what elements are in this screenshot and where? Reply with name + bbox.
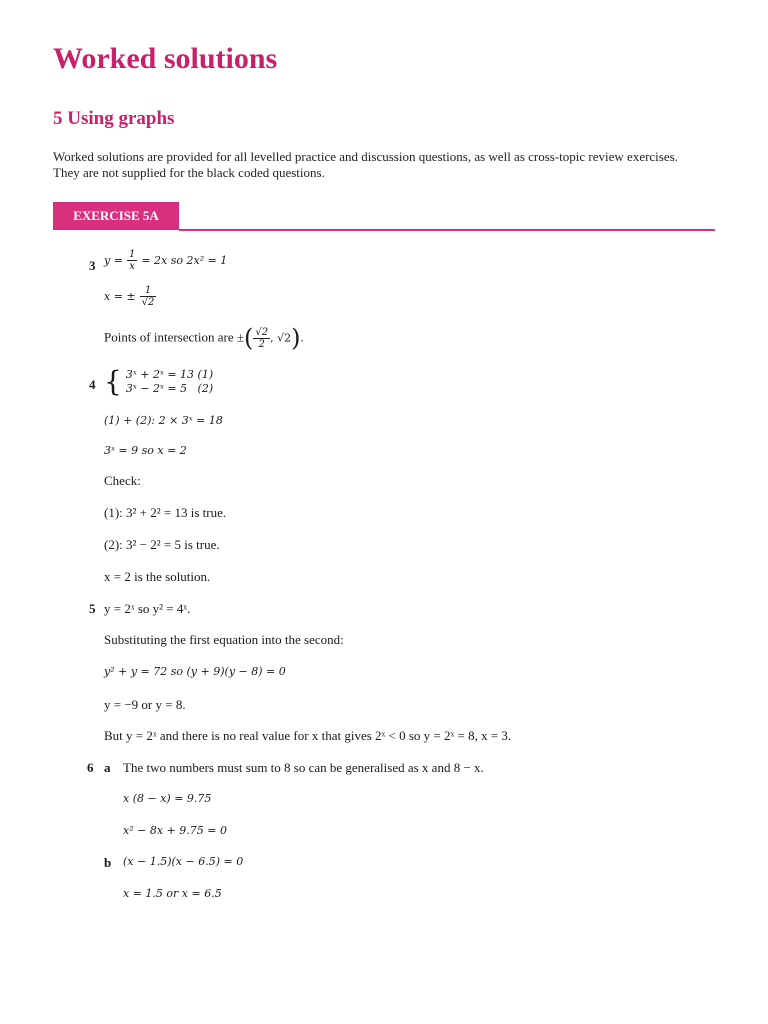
q6-part-b-label: b (104, 855, 112, 870)
q3-equation-1 (104, 249, 227, 272)
q6-part-a-text: The two numbers must sum to 8 so can be generalised as x and 8 − x. (123, 760, 484, 775)
section-heading: 5 Using graphs (53, 108, 175, 129)
q5-line-2: Substituting the first equation into the second: (104, 632, 344, 647)
q3-eq1-lhs: y = (104, 254, 123, 268)
q4-system-eq-2: 3ˣ − 2ˣ = 5 (2) (125, 382, 214, 395)
q3-point-fraction (253, 327, 270, 350)
question-number-3: 3 (89, 258, 96, 273)
q4-system-lines (126, 368, 213, 396)
q4-line-1: (1) + (2): 2 × 3ˣ = 18 (104, 414, 223, 427)
exercise-banner (53, 202, 179, 230)
q6-part-b-line-1: (x − 1.5)(x − 6.5) = 0 (123, 855, 244, 868)
question-number-6: 6 (87, 760, 94, 775)
q5-line-5: But y = 2ˣ and there is no real value for x that gives 2ˣ < 0 so y = 2ˣ = 8, x = 3. (104, 728, 512, 743)
exercise-label: EXERCISE 5A (73, 208, 159, 223)
page-title: Worked solutions (53, 42, 278, 75)
q3-eq1-fraction (127, 249, 137, 272)
intro-paragraph (53, 149, 678, 181)
q3-eq1-rhs: = 2x so 2x² = 1 (141, 254, 228, 268)
q5-line-3: y² + y = 72 so (y + 9)(y − 8) = 0 (104, 665, 286, 678)
q4-solution: x = 2 is the solution. (104, 569, 211, 584)
q3-pt-frac-den: 2 (258, 338, 265, 350)
q4-brace: { (104, 365, 122, 398)
q6-part-a-label: a (104, 760, 111, 775)
q5-line-1: y = 2ˣ so y² = 4ˣ. (104, 601, 191, 616)
intro-line-1: Worked solutions are provided for all levelled practice and discussion questions, as well as cross-topic review exercises. (53, 149, 678, 164)
q3-eq2-fraction (140, 285, 157, 308)
q3-point-second: , √2 (270, 331, 292, 345)
q6-part-a-line-1: x (8 − x) = 9.75 (123, 792, 212, 805)
q4-check-2: (2): 3² − 2² = 5 is true. (104, 537, 220, 552)
question-number-5: 5 (89, 601, 96, 616)
q3-pt-frac-num: √2 (255, 326, 269, 338)
q4-check-label: Check: (104, 473, 141, 488)
q3-open-paren: ( (244, 324, 254, 352)
q6-part-a-line-2: x² − 8x + 9.75 = 0 (123, 824, 227, 837)
q4-system-eq-1: 3ˣ + 2ˣ = 13 (1) (125, 368, 214, 381)
q3-eq2-frac-num: 1 (140, 285, 157, 297)
q4-line-2: 3ˣ = 9 so x = 2 (104, 444, 187, 457)
q3-eq2-frac-den: √2 (141, 297, 155, 308)
q4-system (104, 365, 214, 398)
intro-line-2: They are not supplied for the black coded questions. (53, 165, 325, 180)
q3-equation-2 (104, 285, 156, 308)
question-number-4: 4 (89, 377, 96, 392)
q5-line-4: y = −9 or y = 8. (104, 697, 186, 712)
q3-eq1-frac-den: x (129, 261, 135, 272)
q3-eq1-frac-num: 1 (128, 249, 136, 260)
q6-part-b-line-2: x = 1.5 or x = 6.5 (123, 887, 222, 900)
q3-intersection-text: Points of intersection are ± (104, 329, 244, 345)
q4-check-1: (1): 3² + 2² = 13 is true. (104, 505, 227, 520)
q3-close-paren: ) (291, 324, 301, 352)
q3-eq2-lhs: x = ± (104, 290, 136, 304)
q3-intersection-points: Points of intersection are ±( $\frac{√2}{2}$ , √2). (104, 324, 304, 352)
exercise-rule (179, 229, 715, 231)
